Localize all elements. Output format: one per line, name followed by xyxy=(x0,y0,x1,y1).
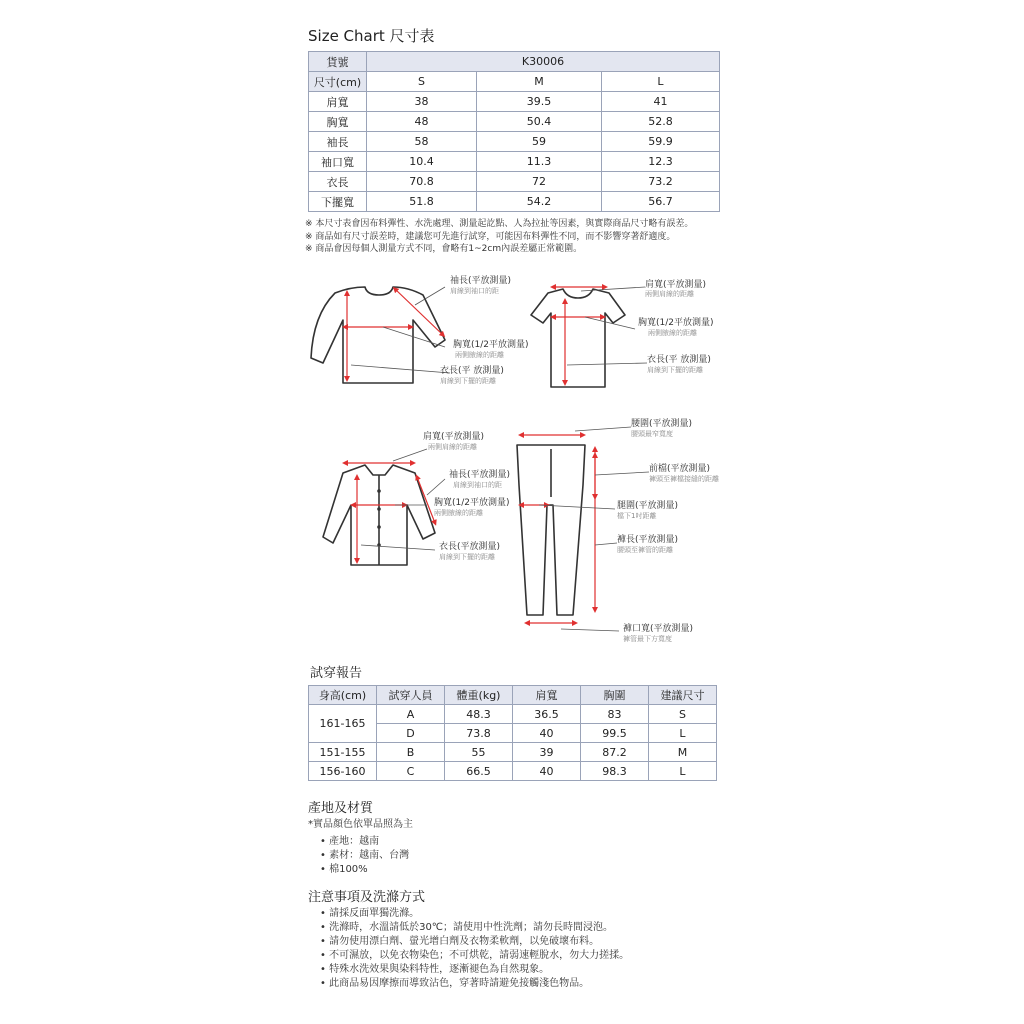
fit-weight: 73.8 xyxy=(445,724,513,743)
shirt-length-sub: 肩線到下擺的距離 xyxy=(439,553,495,561)
measure-value: 51.8 xyxy=(367,192,477,212)
size-header: S xyxy=(367,72,477,92)
measure-value: 52.8 xyxy=(602,112,720,132)
fit-header: 建議尺寸 xyxy=(649,686,717,705)
measure-value: 38 xyxy=(367,92,477,112)
fit-chest: 98.3 xyxy=(581,762,649,781)
fit-person: B xyxy=(377,743,445,762)
list-item: • 素材：越南、台灣 xyxy=(320,849,409,863)
size-notes xyxy=(305,218,693,256)
fit-shoulder: 39 xyxy=(513,743,581,762)
measure-value: 72 xyxy=(477,172,602,192)
fit-size: L xyxy=(649,724,717,743)
fit-size: M xyxy=(649,743,717,762)
measure-value: 48 xyxy=(367,112,477,132)
table-row xyxy=(309,112,720,132)
tshirt-chest-sub: 兩側腋線的距離 xyxy=(648,329,697,337)
fit-weight: 66.5 xyxy=(445,762,513,781)
note-line: ※ 商品會因每個人測量方式不同，會略有1~2cm內誤差屬正常範圍。 xyxy=(305,244,583,254)
fit-person: A xyxy=(377,705,445,724)
measure-value: 59 xyxy=(477,132,602,152)
list-item: • 特殊水洗效果與染料特性，逐漸褪色為自然現象。 xyxy=(320,963,629,977)
measure-name: 胸寬 xyxy=(309,112,367,132)
table-row xyxy=(309,743,717,762)
fit-weight: 48.3 xyxy=(445,705,513,724)
list-item: • 請勿使用漂白劑、螢光增白劑及衣物柔軟劑，以免破壞布料。 xyxy=(320,935,629,949)
fit-chest: 87.2 xyxy=(581,743,649,762)
sweater-length-sub: 肩線到下擺的距離 xyxy=(440,377,496,385)
table-row xyxy=(309,152,720,172)
measure-value: 41 xyxy=(602,92,720,112)
measure-value: 12.3 xyxy=(602,152,720,172)
pants-thigh-sub: 檔下1吋距離 xyxy=(617,512,657,520)
sweater-chest-label: 胸寬(1/2平放測量) xyxy=(453,340,529,350)
measure-value: 10.4 xyxy=(367,152,477,172)
fit-header: 肩寬 xyxy=(513,686,581,705)
pants-rise-sub: 褲頭至褲檔接縫的距離 xyxy=(649,475,719,483)
measure-value: 39.5 xyxy=(477,92,602,112)
measure-name: 下擺寬 xyxy=(309,192,367,212)
shirt-shoulder-sub: 兩側肩線的距離 xyxy=(428,443,477,451)
table-row xyxy=(309,192,720,212)
fit-weight: 55 xyxy=(445,743,513,762)
list-item: • 請採反面單獨洗滌。 xyxy=(320,907,629,921)
sweater-sleeve-label: 袖長(平放測量) xyxy=(450,276,512,286)
fit-size: S xyxy=(649,705,717,724)
measure-value: 73.2 xyxy=(602,172,720,192)
fit-person: C xyxy=(377,762,445,781)
pants-length-sub: 腰頭至褲管的距離 xyxy=(617,546,673,554)
fit-height: 151-155 xyxy=(309,743,377,762)
pants-hem-sub: 褲管最下方寬度 xyxy=(623,635,672,643)
note-line: ※ 商品如有尺寸誤差時，建議您可先進行試穿，可能因布料彈性不同，而不影響穿著舒適度。 xyxy=(305,231,676,242)
measure-value: 50.4 xyxy=(477,112,602,132)
shirt-length-label: 衣長(平放測量) xyxy=(439,542,501,552)
measure-name: 袖口寬 xyxy=(309,152,367,172)
size-chart-title: Size Chart 尺寸表 xyxy=(308,27,435,45)
sweater-sleeve-sub: 肩線到袖口的距 xyxy=(450,287,499,295)
shirt-sleeve-label: 袖長(平放測量) xyxy=(449,470,511,480)
shirt-chest-label: 胸寬(1/2平放測量) xyxy=(434,498,510,508)
size-header: M xyxy=(477,72,602,92)
table-row xyxy=(309,172,720,192)
product-code-label: 貨號 xyxy=(309,52,367,72)
list-item: • 不可濕放，以免衣物染色；不可烘乾，請弱速輕脫水，勿大力搓揉。 xyxy=(320,949,629,963)
pants-illustration xyxy=(517,445,585,615)
fit-report-table xyxy=(308,685,717,781)
fit-header: 試穿人員 xyxy=(377,686,445,705)
fit-person: D xyxy=(377,724,445,743)
fit-size: L xyxy=(649,762,717,781)
tshirt-shoulder-sub: 兩側肩線的距離 xyxy=(645,290,694,298)
size-unit-label: 尺寸(cm) xyxy=(309,72,367,92)
measurement-diagram xyxy=(295,265,725,650)
fit-shoulder: 40 xyxy=(513,724,581,743)
sweater-chest-sub: 兩側腋線的距離 xyxy=(455,351,504,359)
size-header: L xyxy=(602,72,720,92)
measure-value: 11.3 xyxy=(477,152,602,172)
pants-waist-sub: 腰頭最窄寬度 xyxy=(631,430,673,438)
measure-name: 袖長 xyxy=(309,132,367,152)
sweater-illustration xyxy=(311,287,445,383)
fit-height: 161-165 xyxy=(309,705,377,743)
fit-header: 身高(cm) xyxy=(309,686,377,705)
measure-value: 70.8 xyxy=(367,172,477,192)
fit-shoulder: 40 xyxy=(513,762,581,781)
measure-value: 59.9 xyxy=(602,132,720,152)
fit-header: 胸圍 xyxy=(581,686,649,705)
pants-waist-label: 腰圍(平放測量) xyxy=(631,419,693,429)
table-row xyxy=(309,705,717,724)
tshirt-shoulder-label: 肩寬(平放測量) xyxy=(645,280,707,290)
care-list xyxy=(320,907,629,991)
fit-report-title: 試穿報告 xyxy=(310,666,363,681)
fit-height: 156-160 xyxy=(309,762,377,781)
pants-rise-label: 前檔(平放測量) xyxy=(649,464,711,474)
table-row xyxy=(309,762,717,781)
fit-chest: 83 xyxy=(581,705,649,724)
sweater-length-label: 衣長(平 放測量) xyxy=(440,366,504,376)
measure-name: 肩寬 xyxy=(309,92,367,112)
shirt-sleeve-sub: 肩線到袖口的距 xyxy=(453,481,502,489)
care-title: 注意事項及洗滌方式 xyxy=(308,890,426,905)
product-code: K30006 xyxy=(367,52,720,72)
measure-value: 58 xyxy=(367,132,477,152)
origin-title: 產地及材質 xyxy=(308,801,374,816)
list-item: • 洗滌時，水溫請低於30℃；請使用中性洗劑；請勿長時間浸泡。 xyxy=(320,921,629,935)
list-item: • 產地：越南 xyxy=(320,835,409,849)
pants-thigh-label: 腿圍(平放測量) xyxy=(617,501,679,511)
tshirt-length-sub: 肩線到下擺的距離 xyxy=(647,366,703,374)
table-row xyxy=(309,92,720,112)
shirt-shoulder-label: 肩寬(平放測量) xyxy=(423,432,485,442)
measure-value: 56.7 xyxy=(602,192,720,212)
tshirt-illustration xyxy=(531,289,625,387)
fit-header: 體重(kg) xyxy=(445,686,513,705)
tshirt-chest-label: 胸寬(1/2平放測量) xyxy=(638,318,714,328)
fit-shoulder: 36.5 xyxy=(513,705,581,724)
size-chart-table xyxy=(308,51,720,212)
pants-hem-label: 褲口寬(平放測量) xyxy=(623,624,694,634)
list-item: • 棉100% xyxy=(320,863,409,877)
fit-chest: 99.5 xyxy=(581,724,649,743)
pants-length-label: 褲長(平放測量) xyxy=(617,535,679,545)
table-row xyxy=(309,132,720,152)
measure-value: 54.2 xyxy=(477,192,602,212)
measure-name: 衣長 xyxy=(309,172,367,192)
origin-list xyxy=(320,835,409,877)
color-note: *實品顏色依單品照為主 xyxy=(308,819,413,830)
list-item: • 此商品易因摩擦而導致沾色，穿著時請避免接觸淺色物品。 xyxy=(320,977,629,991)
shirt-chest-sub: 兩側腋線的距離 xyxy=(434,509,483,517)
note-line: ※ 本尺寸表會因布料彈性、水洗處理、測量起訖點、人為拉扯等因素，與實際商品尺寸略有誤差。 xyxy=(305,219,694,229)
tshirt-length-label: 衣長(平 放測量) xyxy=(647,355,711,365)
